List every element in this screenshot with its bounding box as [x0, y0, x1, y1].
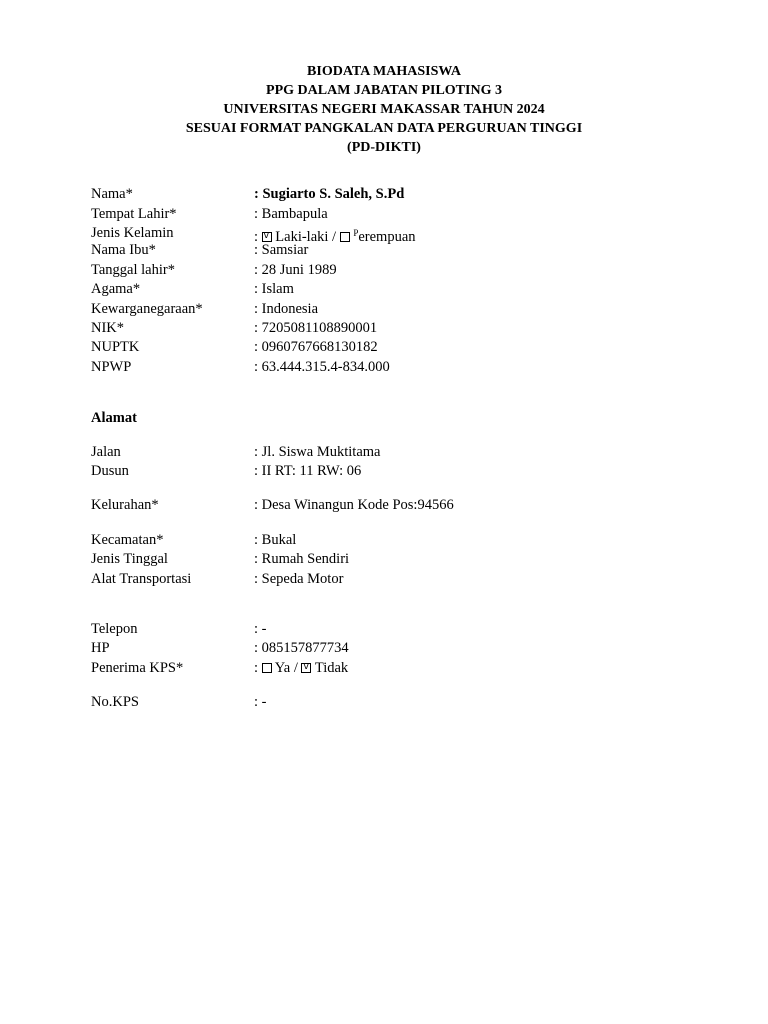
field-label: Jalan	[91, 444, 121, 460]
field-value: : 085157877734	[254, 640, 349, 656]
colon: :	[254, 660, 259, 676]
field-label: Kecamatan*	[91, 532, 164, 548]
field-label: NUPTK	[91, 339, 140, 355]
field-label: Agama*	[91, 281, 141, 297]
field-value: : 28 Juni 1989	[254, 262, 337, 278]
title-line: UNIVERSITAS NEGERI MAKASSAR TAHUN 2024	[223, 102, 545, 117]
field-value: : Bukal	[254, 532, 297, 548]
option-perempuan-initial: P	[353, 228, 359, 238]
field-label: Nama Ibu*	[91, 242, 156, 258]
field-label: HP	[91, 640, 110, 656]
field-label: Jenis Tinggal	[91, 551, 168, 567]
option-ya-label: Ya /	[274, 660, 298, 676]
field-label: Tanggal lahir*	[91, 262, 175, 278]
field-value: : -	[254, 621, 267, 637]
field-label: No.KPS	[91, 694, 139, 710]
field-value: : Sugiarto S. Saleh, S.Pd	[254, 186, 405, 202]
field-label: Penerima KPS*	[91, 660, 184, 676]
field-value	[254, 659, 348, 678]
field-value: : Desa Winangun Kode Pos:94566	[254, 497, 454, 513]
field-label: Alat Transportasi	[91, 571, 192, 587]
field-label: Kewarganegaraan*	[91, 301, 203, 317]
field-value: : Bambapula	[254, 206, 328, 222]
field-label: Telepon	[91, 621, 138, 637]
field-value: : 0960767668130182	[254, 339, 378, 355]
title-line: BIODATA MAHASISWA	[307, 64, 461, 79]
field-label: Jenis Kelamin	[91, 225, 174, 241]
document-title	[0, 62, 768, 157]
field-value: : Rumah Sendiri	[254, 551, 350, 567]
field-value: : -	[254, 694, 267, 710]
option-laki-laki-label: Laki-laki /	[275, 229, 337, 245]
title-line: SESUAI FORMAT PANGKALAN DATA PERGURUAN TINGGI	[185, 121, 583, 136]
title-line: PPG DALAM JABATAN PILOTING 3	[266, 83, 502, 98]
field-label: NIK*	[91, 320, 125, 336]
field-value: : Indonesia	[254, 301, 319, 317]
colon: :	[254, 229, 259, 245]
checkbox-perempuan[interactable]	[340, 232, 350, 242]
field-value: : Samsiar	[254, 242, 309, 258]
title-line: (PD-DIKTI)	[347, 140, 421, 155]
field-value: : II RT: 11 RW: 06	[254, 463, 362, 479]
field-value: : Sepeda Motor	[254, 571, 344, 587]
option-perempuan-label: erempuan	[358, 229, 416, 245]
check-icon: v	[263, 231, 269, 241]
field-label: NPWP	[91, 359, 132, 375]
field-label: Dusun	[91, 463, 129, 479]
field-label: Tempat Lahir*	[91, 206, 177, 222]
check-icon: v	[303, 662, 309, 672]
option-tidak-label: Tidak	[314, 660, 349, 676]
checkbox-ya[interactable]	[262, 663, 272, 673]
heading-text: Alamat	[91, 410, 137, 426]
field-label: Nama*	[91, 186, 133, 202]
checkbox-tidak[interactable]	[301, 663, 311, 673]
field-value: : 63.444.315.4-834.000	[254, 359, 390, 375]
field-value: : Jl. Siswa Muktitama	[254, 444, 381, 460]
field-label: Kelurahan*	[91, 497, 159, 513]
field-value: : Islam	[254, 281, 294, 297]
field-value: : 7205081108890001	[254, 320, 378, 336]
